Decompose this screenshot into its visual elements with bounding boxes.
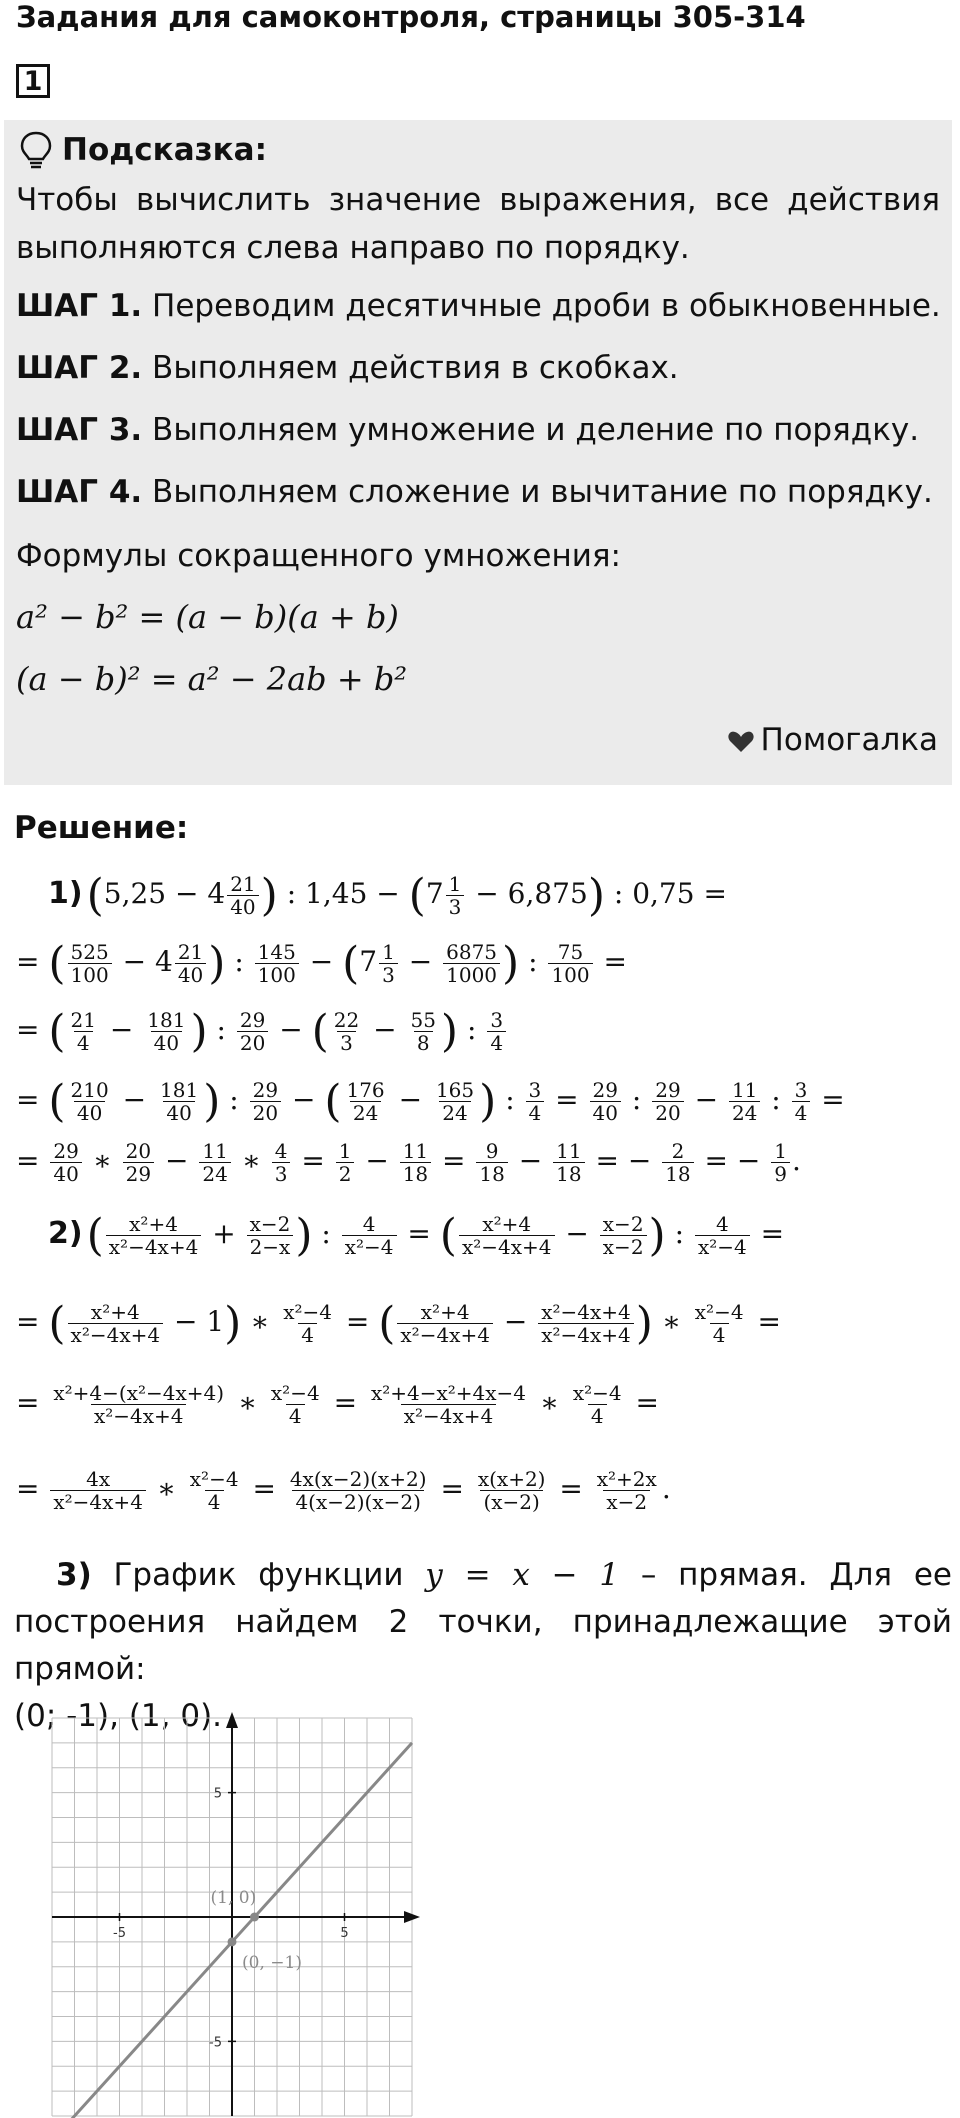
graph-point — [250, 1913, 259, 1922]
helper-label: Помогалка — [760, 722, 938, 758]
part3-text-b: – прямая. Для ее — [640, 1557, 952, 1593]
step-2-text: Выполняем действия в скобках. — [152, 350, 679, 386]
graph-axes — [52, 1712, 420, 2116]
step-4 — [16, 474, 933, 510]
part2-line3: = $\frac{\text{x²+4−(x²−4x+4)}}{\text{x²−4x+4}}$ ∗ $\frac{\text{x²−4}}{4}$ = $\frac{\text{x²+4−x²+4x−4}}{\text{x²−4x+4}}$ ∗ $\frac{\text{x²−4}}{4}$ = — [16, 1381, 660, 1428]
step-3-label: ШАГ 3. — [16, 412, 143, 448]
page-title: Задания для самоконтроля, страницы 305-314 — [16, 0, 806, 34]
part3-text-a: График функции — [113, 1557, 404, 1593]
part3-line2: построения найдем 2 точки, принадлежащие этой прямой: — [14, 1604, 952, 1687]
part2-label: 2) — [48, 1216, 83, 1251]
formula-difference-of-squares: a² − b² = (a − b)(a + b) — [16, 598, 399, 636]
helper-link[interactable] — [727, 722, 938, 758]
part3-line3: (0; -1), (1, 0). — [14, 1698, 223, 1734]
part1-line1: 1)(5,25 − 4 $\frac{21}{40}$ ) : 1,45 − (7 $\frac{1}{3}$ − 6,875) : 0,75 = — [48, 870, 727, 921]
step-3 — [16, 412, 919, 448]
graph-point-label: (0, −1) — [242, 1952, 302, 1973]
part1-line5: = $\frac{29}{40}$ ∗ $\frac{20}{29}$ − $\frac{11}{24}$ ∗ $\frac{4}{3}$ = $\frac{1}{2}$ − $\frac{11}{18}$ = $\frac{9}{18}$ − $\frac{11}{18}$ = − $\frac{2}{18}$ = − $\frac{1}{9}$ . — [16, 1139, 801, 1186]
part1-line3: = ( $\frac{21}{4}$ − $\frac{181}{40}$ ) : $\frac{29}{20}$ − ( $\frac{22}{3}$ − $\frac{55}{8}$ ) : $\frac{3}{4}$ — [16, 1006, 508, 1057]
y-tick-label: 5 — [213, 1786, 222, 1802]
step-4-label: ШАГ 4. — [16, 474, 143, 510]
x-tick-label: 5 — [340, 1926, 349, 1941]
graph-points — [211, 1888, 302, 1973]
graph-tick-labels — [113, 1787, 349, 2051]
hint-intro-line1: Чтобы вычислить значение выражения, все действия — [16, 182, 940, 218]
part2-line4: = $\frac{4x}{\text{x²−4x+4}}$ ∗ $\frac{\text{x²−4}}{4}$ = $\frac{4x(x-2)(x+2)}{4(x-2)(x-2)}$ = $\frac{x(x+2)}{(x-2)}$ = $\frac{\text{x²+2x}}{x-2}$ . — [16, 1467, 671, 1514]
solution-title: Решение: — [14, 810, 189, 846]
part1-line2: = ( $\frac{525}{100}$ − 4 $\frac{21}{40}$ ) : $\frac{145}{100}$ − (7 $\frac{1}{3}$ − $\frac{6875}{1000}$ ) : $\frac{75}{100}$ = — [16, 938, 627, 989]
part1-line4: = ( $\frac{210}{40}$ − $\frac{181}{40}$ ) : $\frac{29}{20}$ − ( $\frac{176}{24}$ − $\frac{165}{24}$ ) : $\frac{3}{4}$ = $\frac{29}{40}$ : $\frac{29}{20}$ − $\frac{11}{24}$ : $\frac{3}{4}$ = — [16, 1076, 845, 1127]
step-4-text: Выполняем сложение и вычитание по порядку. — [152, 474, 933, 510]
step-1-label: ШАГ 1. — [16, 288, 143, 324]
part2-line1: 2)( $\frac{\text{x²+4}}{\text{x²−4x+4}}$ + $\frac{x-2}{2-x}$ ) : $\frac{4}{\text{x²−4}}$ = ( $\frac{\text{x²+4}}{\text{x²−4x+4}}$ − $\frac{x-2}{x-2}$ ) : $\frac{4}{\text{x²−4}}$ = — [48, 1210, 785, 1261]
function-graph — [0, 1700, 420, 2118]
heart-icon — [727, 730, 755, 754]
step-3-text: Выполняем умножение и деление по порядку. — [152, 412, 920, 448]
hint-intro-line2: выполняются слева направо по порядку. — [16, 230, 690, 266]
part2-line2: = ( $\frac{\text{x²+4}}{\text{x²−4x+4}}$ − 1) ∗ $\frac{\text{x²−4}}{4}$ = ( $\frac{\text{x²+4}}{\text{x²−4x+4}}$ − $\frac{\text{x²−4x+4}}{\text{x²−4x+4}}$ ) ∗ $\frac{\text{x²−4}}{4}$ = — [16, 1298, 781, 1349]
step-1-text: Переводим десятичные дроби в обыкновенные. — [152, 288, 941, 324]
step-2 — [16, 350, 679, 386]
graph-point-label: (1, 0) — [210, 1888, 257, 1908]
graph-point — [228, 1937, 237, 1946]
hint-box — [4, 120, 952, 785]
part1-label: 1) — [48, 876, 83, 911]
part3-line1 — [14, 1552, 952, 1599]
y-axis-arrow — [226, 1712, 238, 1728]
part3-formula: y = x − 1 — [425, 1557, 620, 1593]
formula-square-of-difference: (a − b)² = a² − 2ab + b² — [16, 660, 408, 698]
part3-label: 3) — [56, 1557, 92, 1593]
step-1 — [16, 288, 941, 324]
y-tick-label: -5 — [209, 2035, 222, 2051]
x-tick-label: -5 — [113, 1926, 126, 1941]
lightbulb-icon — [18, 130, 54, 170]
task-number: 1 — [16, 64, 50, 98]
step-2-label: ШАГ 2. — [16, 350, 143, 386]
formulas-title: Формулы сокращенного умножения: — [16, 538, 621, 574]
hint-title: Подсказка: — [62, 132, 267, 168]
